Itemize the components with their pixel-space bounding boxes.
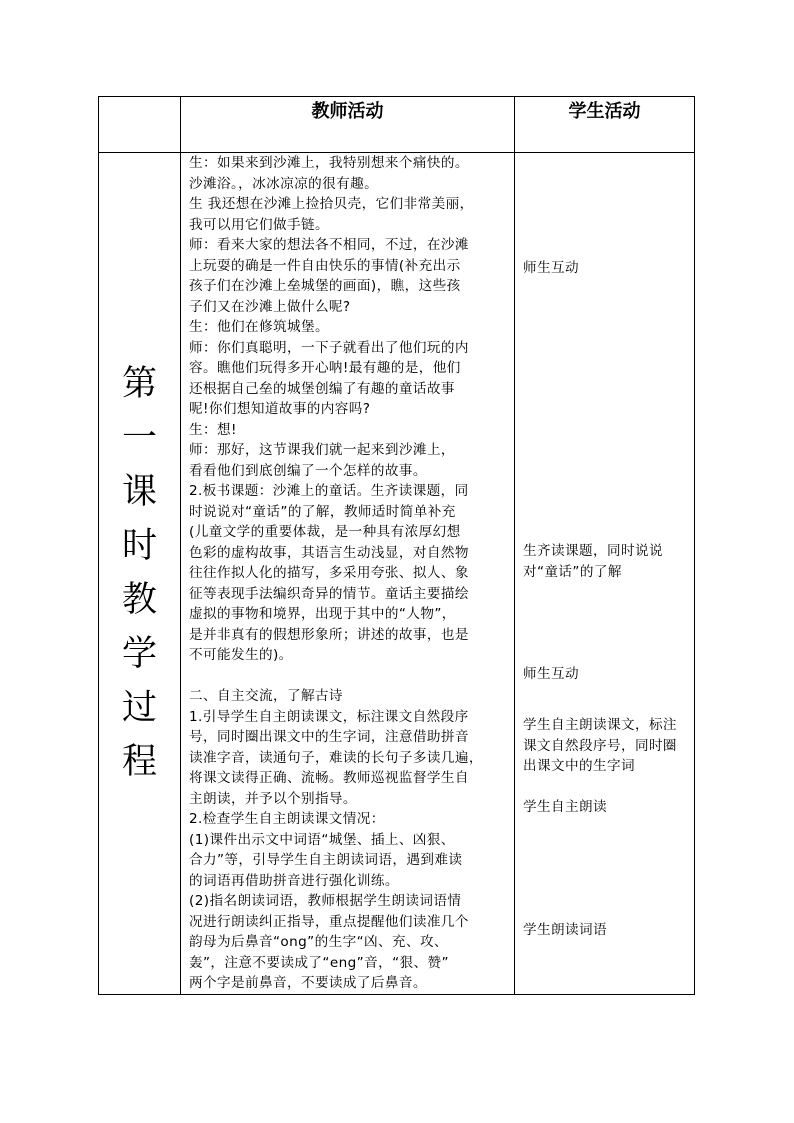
teacher-text-line: 还根据自己垒的城堡创编了有趣的童话故事 <box>189 380 455 397</box>
teacher-text-line: 我可以用它们做手链。 <box>189 216 329 233</box>
teacher-text-line: (1)课件出示文中词语“城堡、插上、凶狠、 <box>189 831 455 848</box>
lesson-process-table <box>98 96 695 995</box>
teacher-text-line: (儿童文学的重要体裁，是一种具有浓厚幻想 <box>189 524 461 540</box>
section-title-char: 课 <box>121 472 157 513</box>
teacher-text-line: 沙滩浴。，冰冰凉凉的很有趣。 <box>189 175 379 192</box>
student-note: 学生朗读词语 <box>523 922 607 938</box>
teacher-text-line: 不可能发生的)。 <box>189 647 293 663</box>
section-title-char: 程 <box>121 742 157 783</box>
teacher-text-line: 生 我还想在沙滩上捡拾贝壳，它们非常美丽， <box>189 196 474 212</box>
teacher-text-line: 的词语再借助拼音进行强化训练。 <box>189 872 399 889</box>
teacher-text-line: 号，同时圈出课文中的生字词，注意借助拼音 <box>189 729 469 745</box>
teacher-text-line: 况进行朗读纠正指导，重点提醒他们读准几个 <box>189 913 469 930</box>
student-note: 学生自主朗读 <box>523 799 607 815</box>
teacher-text-line: 将课文读得正确、流畅。教师巡视监督学生自 <box>189 770 469 786</box>
teacher-text-line: 师：那好，这节课我们就一起来到沙滩上， <box>189 442 455 458</box>
teacher-text-line: 1.引导学生自主朗读课文，标注课文自然段序 <box>189 708 469 725</box>
teacher-text-line: 呢!你们想知道故事的内容吗? <box>189 401 371 417</box>
teacher-text-line: 两个字是前鼻音，不要读成了后鼻音。 <box>189 975 427 991</box>
teacher-text-line: 生：想! <box>189 421 237 438</box>
teacher-text-line: 往往作拟人化的描写，多采用夸张、拟人、象 <box>189 565 469 581</box>
teacher-text-line: 主朗读，并予以个别指导。 <box>189 790 357 807</box>
teacher-activity-cell <box>181 153 515 995</box>
student-note: 师生互动 <box>523 260 579 276</box>
teacher-text-line: 轰”，注意不要读成了“eng”音，“狠、赞” <box>189 954 449 971</box>
teacher-text-line: 韵母为后鼻音“ong”的生字“凶、充、攻、 <box>189 934 448 950</box>
teacher-text-line: 时说说对“童话”的了解，教师适时简单补充 <box>189 503 456 520</box>
teacher-text-line: 色彩的虚构故事，其语言生动浅显，对自然物 <box>189 544 469 561</box>
section-title-cell <box>99 153 181 995</box>
teacher-text-line <box>189 666 510 687</box>
section-title <box>99 357 180 789</box>
section-title-char: 时 <box>121 526 157 567</box>
section-title-char: 第 <box>121 364 157 405</box>
section-title-char: 过 <box>121 688 157 729</box>
teacher-text-line: 是并非真有的假想形象所；讲述的故事，也是 <box>189 626 469 643</box>
teacher-text-line: 征等表现手法编织奇异的情节。童话主要描绘 <box>189 585 469 602</box>
header-student-activity: 学生活动 <box>515 97 695 153</box>
header-row <box>99 97 695 153</box>
teacher-text-line: 师：看来大家的想法各不相同，不过，在沙滩 <box>189 237 469 253</box>
teacher-text-line: 二、自主交流，了解古诗 <box>189 688 343 704</box>
teacher-text-line: 2.板书课题：沙滩上的童话。生齐读课题，同 <box>189 483 469 499</box>
teacher-text-line: 孩子们在沙滩上垒城堡的画面)，瞧，这些孩 <box>189 278 461 294</box>
teacher-text-line: (2)指名朗读词语，教师根据学生朗读词语情 <box>189 893 462 909</box>
section-title-char: 学 <box>121 634 157 675</box>
teacher-text-line: 上玩耍的确是一件自由快乐的事情(补充出示 <box>189 257 461 274</box>
header-blank-cell <box>99 97 181 153</box>
teacher-text-line: 容。瞧他们玩得多开心呐!最有趣的是，他们 <box>189 360 461 376</box>
student-note: 生齐读课题，同时说说对“童话”的了解 <box>523 543 663 580</box>
section-title-char: 一 <box>121 418 157 459</box>
teacher-text-line: 师：你们真聪明，一下子就看出了他们玩的内 <box>189 339 469 356</box>
teacher-activity-text <box>189 153 510 994</box>
student-activity-cell <box>515 153 695 995</box>
student-note: 师生互动 <box>523 666 579 682</box>
teacher-text-line: 看看他们到底创编了一个怎样的故事。 <box>189 462 427 479</box>
student-note: 学生自主朗读课文，标注课文自然段序号，同时圈出课文中的生字词 <box>523 717 677 774</box>
teacher-text-line: 生：他们在修筑城堡。 <box>189 319 329 335</box>
teacher-text-line: 合力”等，引导学生自主朗读词语，遇到难读 <box>189 852 463 868</box>
teacher-text-line: 生：如果来到沙滩上，我特别想来个痛快的。 <box>189 155 469 171</box>
teacher-text-line: 2.检查学生自主朗读课文情况： <box>189 811 385 827</box>
section-title-char: 教 <box>121 580 157 621</box>
header-teacher-activity: 教师活动 <box>181 97 515 153</box>
teacher-text-line: 虚拟的事物和境界，出现于其中的“人物”， <box>189 606 456 622</box>
teacher-text-line: 读准字音，读通句子，难读的长句子多读几遍， <box>189 749 483 766</box>
teacher-text-line: 子们又在沙滩上做什么呢? <box>189 298 351 315</box>
content-row <box>99 153 695 995</box>
